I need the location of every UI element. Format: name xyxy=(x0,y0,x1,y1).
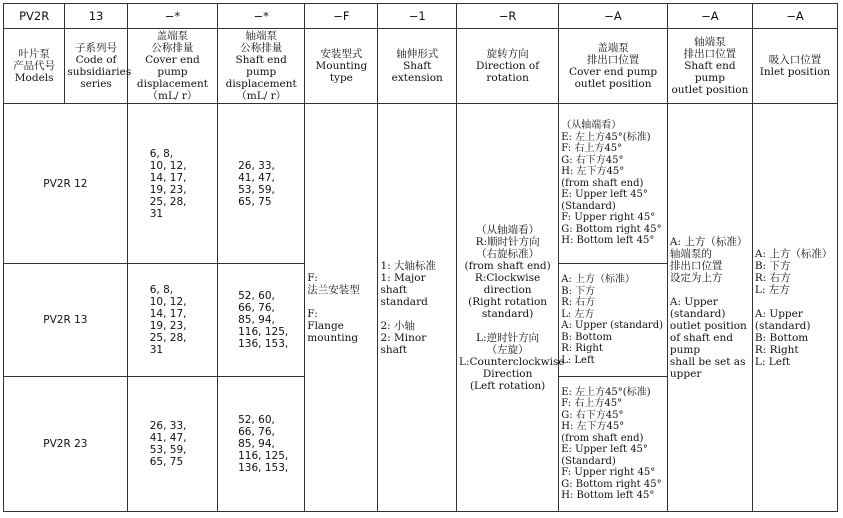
shaft-outlet-cell: A: 上方（标准） 轴端泵的 排出口位置 设定为上方 A: Upper (standard) outlet position of shaft end pump shall be set as upper xyxy=(667,104,752,512)
header-subseries: 子系列号 Code of subsidiaries series xyxy=(65,29,127,104)
code-cell: −1 xyxy=(378,4,457,29)
shaft-extension-cell: 1: 大轴标准 1: Major shaft standard 2: 小轴 2: Minor shaft xyxy=(378,104,457,512)
code-cell: −A xyxy=(752,4,837,29)
shaft-displacement-cell: 26, 33, 41, 47, 53, 59, 65, 75 xyxy=(218,104,305,264)
rotation-cell: （从轴端看） R:顺时针方向 （右旋标准） (from shaft end) R:Clockwise direction (Right rotation standard) L:逆时针方向 （左旋） L:Counterclockwise Direction (Left rotation) xyxy=(457,104,559,512)
header-rotation: 旋转方向 Direction of rotation xyxy=(457,29,559,104)
code-cell: 13 xyxy=(65,4,127,29)
cover-displacement-cell: 6, 8, 10, 12, 14, 17, 19, 23, 25, 28, 31 xyxy=(127,104,217,264)
table-row xyxy=(4,104,838,264)
code-cell: −A xyxy=(667,4,752,29)
shaft-displacement-cell: 52, 60, 66, 76, 85, 94, 116, 125, 136, 153, xyxy=(218,264,305,377)
code-cell: PV2R xyxy=(4,4,65,29)
header-cover-outlet: 盖端泵 排出口位置 Cover end pump outlet position xyxy=(559,29,668,104)
code-row xyxy=(4,4,838,29)
header-cover-displacement: 盖端泵 公称排量 Cover end pump displacement （mL/ r） xyxy=(127,29,217,104)
header-shaft-outlet: 轴端泵 排出口位置 Shaft end pump outlet position xyxy=(667,29,752,104)
header-mounting: 安装型式 Mounting type xyxy=(305,29,378,104)
cover-displacement-cell: 26, 33, 41, 47, 53, 59, 65, 75 xyxy=(127,377,217,512)
mounting-cell: F: 法兰安装型 F: Flange mounting xyxy=(305,104,378,512)
header-shaft-displacement: 轴端泵 公称排量 Shaft end pump displacement （mL/ r） xyxy=(218,29,305,104)
header-row xyxy=(4,29,838,104)
code-cell: −A xyxy=(559,4,668,29)
cover-outlet-cell: E: 左上方45°(标准) F: 右上方45° G: 右下方45° H: 左下方45° (from shaft end) E: Upper left 45° (Standard) F: Upper right 45° G: Bottom right 45° H: Bottom left 45° xyxy=(559,377,668,512)
shaft-displacement-cell: 52, 60, 66, 76, 85, 94, 116, 125, 136, 153, xyxy=(218,377,305,512)
cover-outlet-cell: （从轴端看） E: 左上方45°(标准) F: 右上方45° G: 右下方45° H: 左下方45° (from shaft end) E: Upper left 45° (Standard) F: Upper right 45° G: Bottom right 45° H: Bottom left 45° xyxy=(559,104,668,264)
model-cell: PV2R 23 xyxy=(4,377,128,512)
model-cell: PV2R 13 xyxy=(4,264,128,377)
code-cell: −* xyxy=(127,4,217,29)
code-cell: −R xyxy=(457,4,559,29)
model-cell: PV2R 12 xyxy=(4,104,128,264)
header-models: 叶片泵 产品代号 Models xyxy=(4,29,65,104)
code-cell: −F xyxy=(305,4,378,29)
pv2r-model-code-table xyxy=(3,3,838,512)
inlet-cell: A: 上方（标准） B: 下方 R: 右方 L: 左方 A: Upper (standard) B: Bottom R: Right L: Left xyxy=(752,104,837,512)
cover-outlet-cell: A: 上方（标准） B: 下方 R: 右方 L: 左方 A: Upper (standard) B: Bottom R: Right L: Left xyxy=(559,264,668,377)
header-inlet: 吸入口位置 Inlet position xyxy=(752,29,837,104)
cover-displacement-cell: 6, 8, 10, 12, 14, 17, 19, 23, 25, 28, 31 xyxy=(127,264,217,377)
header-shaft-extension: 轴伸形式 Shaft extension xyxy=(378,29,457,104)
code-cell: −* xyxy=(218,4,305,29)
